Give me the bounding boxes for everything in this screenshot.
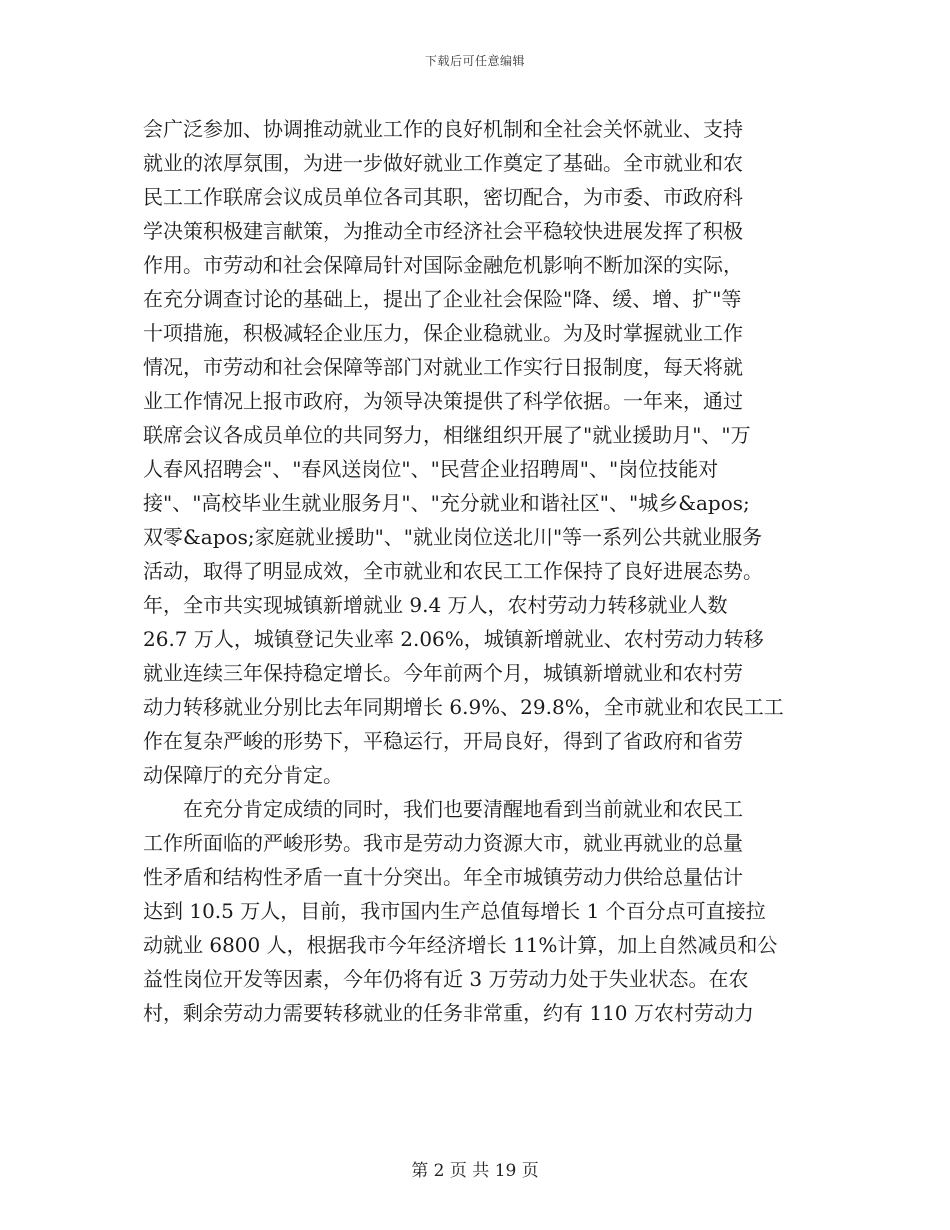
text-line: 在充分调查讨论的基础上，提出了企业社会保险"降、缓、增、扩"等 [143,287,742,311]
text-line: 业工作情况上报市政府，为领导决策提供了科学依据。一年来，通过 [143,389,743,413]
text-line: 动保障厅的充分肯定。 [143,763,343,787]
text-line: 人春风招聘会"、"春风送岗位"、"民营企业招聘周"、"岗位技能对 [143,457,719,481]
text-line: 情况，市劳动和社会保障等部门对就业工作实行日报制度，每天将就 [143,355,743,379]
text-line: 十项措施，积极减轻企业压力，保企业稳就业。为及时掌握就业工作 [143,321,743,345]
page-number-footer: 第 2 页 共 19 页 [411,1161,539,1181]
text-line: 动就业 6800 人，根据我市今年经济增长 11%计算，加上自然减员和公 [143,933,778,957]
text-line: 接"、"高校毕业生就业服务月"、"充分就业和谐社区"、"城乡&apos; [143,491,750,515]
document-body [143,112,811,1030]
text-line: 联席会议各成员单位的共同努力，相继组织开展了"就业援助月"、"万 [143,423,751,447]
text-line: 性矛盾和结构性矛盾一直十分突出。年全市城镇劳动力供给总量估计 [143,865,743,889]
text-line: 工作所面临的严峻形势。我市是劳动力资源大市，就业再就业的总量 [143,831,743,855]
text-line: 达到 10.5 万人，目前，我市国内生产总值每增长 1 个百分点可直接拉 [143,899,766,923]
text-line: 就业的浓厚氛围，为进一步做好就业工作奠定了基础。全市就业和农 [143,151,743,175]
text-line: 26.7 万人，城镇登记失业率 2.06%，城镇新增就业、农村劳动力转移 [143,627,764,651]
text-line: 会广泛参加、协调推动就业工作的良好机制和全社会关怀就业、支持 [143,117,743,141]
text-line: 村，剩余劳动力需要转移就业的任务非常重，约有 110 万农村劳动力 [143,1001,754,1025]
text-line: 就业连续三年保持稳定增长。今年前两个月，城镇新增就业和农村劳 [143,661,743,685]
text-line: 双零&apos;家庭就业援助"、"就业岗位送北川"等一系列公共就业服务 [143,525,763,549]
text-line: 民工工作联席会议成员单位各司其职，密切配合，为市委、市政府科 [143,185,743,209]
text-line: 作用。市劳动和社会保障局针对国际金融危机影响不断加深的实际， [143,253,743,277]
text-line: 学决策积极建言献策，为推动全市经济社会平稳较快进展发挥了积极 [143,219,743,243]
paragraph-first-line: 在充分肯定成绩的同时，我们也要清醒地看到当前就业和农民工 [183,797,743,821]
text-line: 活动，取得了明显成效，全市就业和农民工工作保持了良好进展态势。 [143,559,763,583]
text-line: 年，全市共实现城镇新增就业 9.4 万人，农村劳动力转移就业人数 [143,593,728,617]
text-line: 动力转移就业分别比去年同期增长 6.9%、29.8%，全市就业和农民工工 [143,695,784,719]
text-line: 益性岗位开发等因素，今年仍将有近 3 万劳动力处于失业状态。在农 [143,967,749,991]
text-line: 作在复杂严峻的形势下，平稳运行，开局良好，得到了省政府和省劳 [143,729,743,753]
page-header: 下载后可任意编辑 [424,54,525,68]
